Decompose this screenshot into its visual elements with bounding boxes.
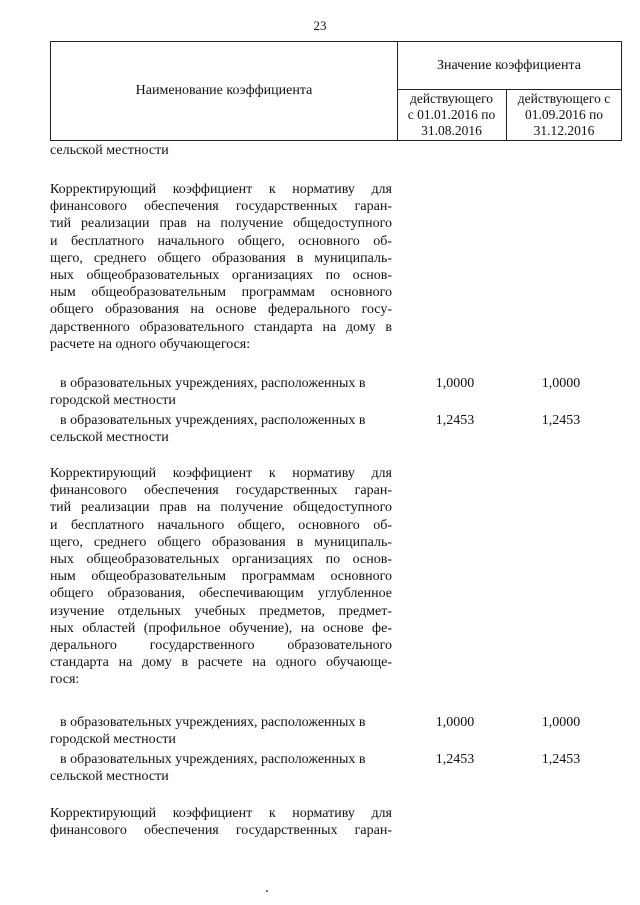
row-label-line: в образовательных учреждениях, расположенных в (60, 752, 366, 767)
row-label-line: в образовательных учреждениях, расположенных в (60, 376, 366, 391)
description-line: тий реализации прав на получение общедоступного (50, 500, 392, 516)
description-line: изучение отдельных учебных предметов, предмет- (50, 603, 392, 619)
row-label-line: городской местности (50, 731, 176, 747)
period-1-header (397, 89, 507, 140)
description-line: ных общеобразовательных организациях по основ- (50, 552, 392, 568)
scan-speck (266, 890, 268, 892)
description-line: стандарта на дому в расчете на одного обучающе- (50, 655, 392, 671)
description-line: и бесплатного начального общего, основного об- (50, 233, 392, 249)
period-1-line: действующего (409, 90, 494, 106)
description-line: Корректирующий коэффициент к нормативу для (50, 806, 392, 821)
coefficient-description-1 (50, 181, 392, 353)
description-line: ным общеобразовательным программам основного (50, 285, 392, 301)
description-line: тий реализации прав на получение общедоступного (50, 216, 392, 232)
description-line: Корректирующий коэффициент к нормативу для (50, 182, 392, 197)
page-number: 23 (313, 18, 327, 33)
description-line: финансового обеспечения государственных гаран- (50, 483, 392, 499)
row-label-line: сельской местности (50, 768, 169, 784)
row-label-line: городской местности (50, 392, 176, 408)
description-line: расчете на одного обучающегося: (50, 336, 251, 352)
row-label-line: сельской местности (50, 429, 169, 445)
description-line: щего, среднего общего образования в муниципаль- (50, 250, 392, 266)
description-line: ных общеобразовательных организациях по основ- (50, 268, 392, 284)
coefficient-name-header: Наименование коэффициента (51, 42, 398, 140)
table-row (50, 376, 395, 409)
description-line: ных областей (профильное обучение), на основе фе- (50, 620, 392, 636)
value-cell: 1,2453 (541, 752, 581, 767)
value-cell: 1,0000 (435, 715, 475, 730)
value-cell: 1,2453 (541, 413, 581, 428)
value-cell: 1,0000 (541, 715, 581, 730)
description-line: дерального государственного образовательного (50, 638, 392, 654)
table-row (50, 413, 395, 446)
table-row (50, 715, 395, 748)
carry-over-text: сельской местности (50, 143, 169, 158)
table-row (50, 752, 395, 785)
row-label-line: в образовательных учреждениях, расположенных в (60, 413, 366, 428)
description-line: финансового обеспечения государственных гаран- (50, 823, 392, 839)
description-line: дарственного образовательного стандарта на дому в (50, 319, 392, 335)
row-label-line: в образовательных учреждениях, расположенных в (60, 715, 366, 730)
period-1-line: с 01.01.2016 по (407, 106, 496, 122)
description-line: общего образования на основе федерального госу- (50, 302, 392, 318)
value-cell: 1,0000 (435, 376, 475, 391)
description-line: и бесплатного начального общего, основного об- (50, 517, 392, 533)
description-line: Корректирующий коэффициент к нормативу для (50, 466, 392, 481)
coefficient-table-header (50, 41, 622, 141)
period-2-header (507, 89, 621, 140)
description-line: общего образования, обеспечивающим углубленное (50, 586, 392, 602)
period-1-line: 31.08.2016 (421, 122, 482, 138)
description-line: щего, среднего общего образования в муниципаль- (50, 534, 392, 550)
period-2-line: действующего с (517, 90, 611, 106)
coefficient-description-3 (50, 805, 392, 839)
coefficient-description-2 (50, 465, 392, 689)
coefficient-value-header: Значение коэффициента (397, 42, 621, 90)
description-line: ным общеобразовательным программам основного (50, 569, 392, 585)
description-line: гося: (50, 672, 80, 688)
description-line: финансового обеспечения государственных гаран- (50, 199, 392, 215)
period-2-line: 31.12.2016 (533, 122, 595, 138)
value-cell: 1,2453 (435, 413, 475, 428)
period-2-line: 01.09.2016 по (524, 106, 604, 122)
value-cell: 1,0000 (541, 376, 581, 391)
value-cell: 1,2453 (435, 752, 475, 767)
